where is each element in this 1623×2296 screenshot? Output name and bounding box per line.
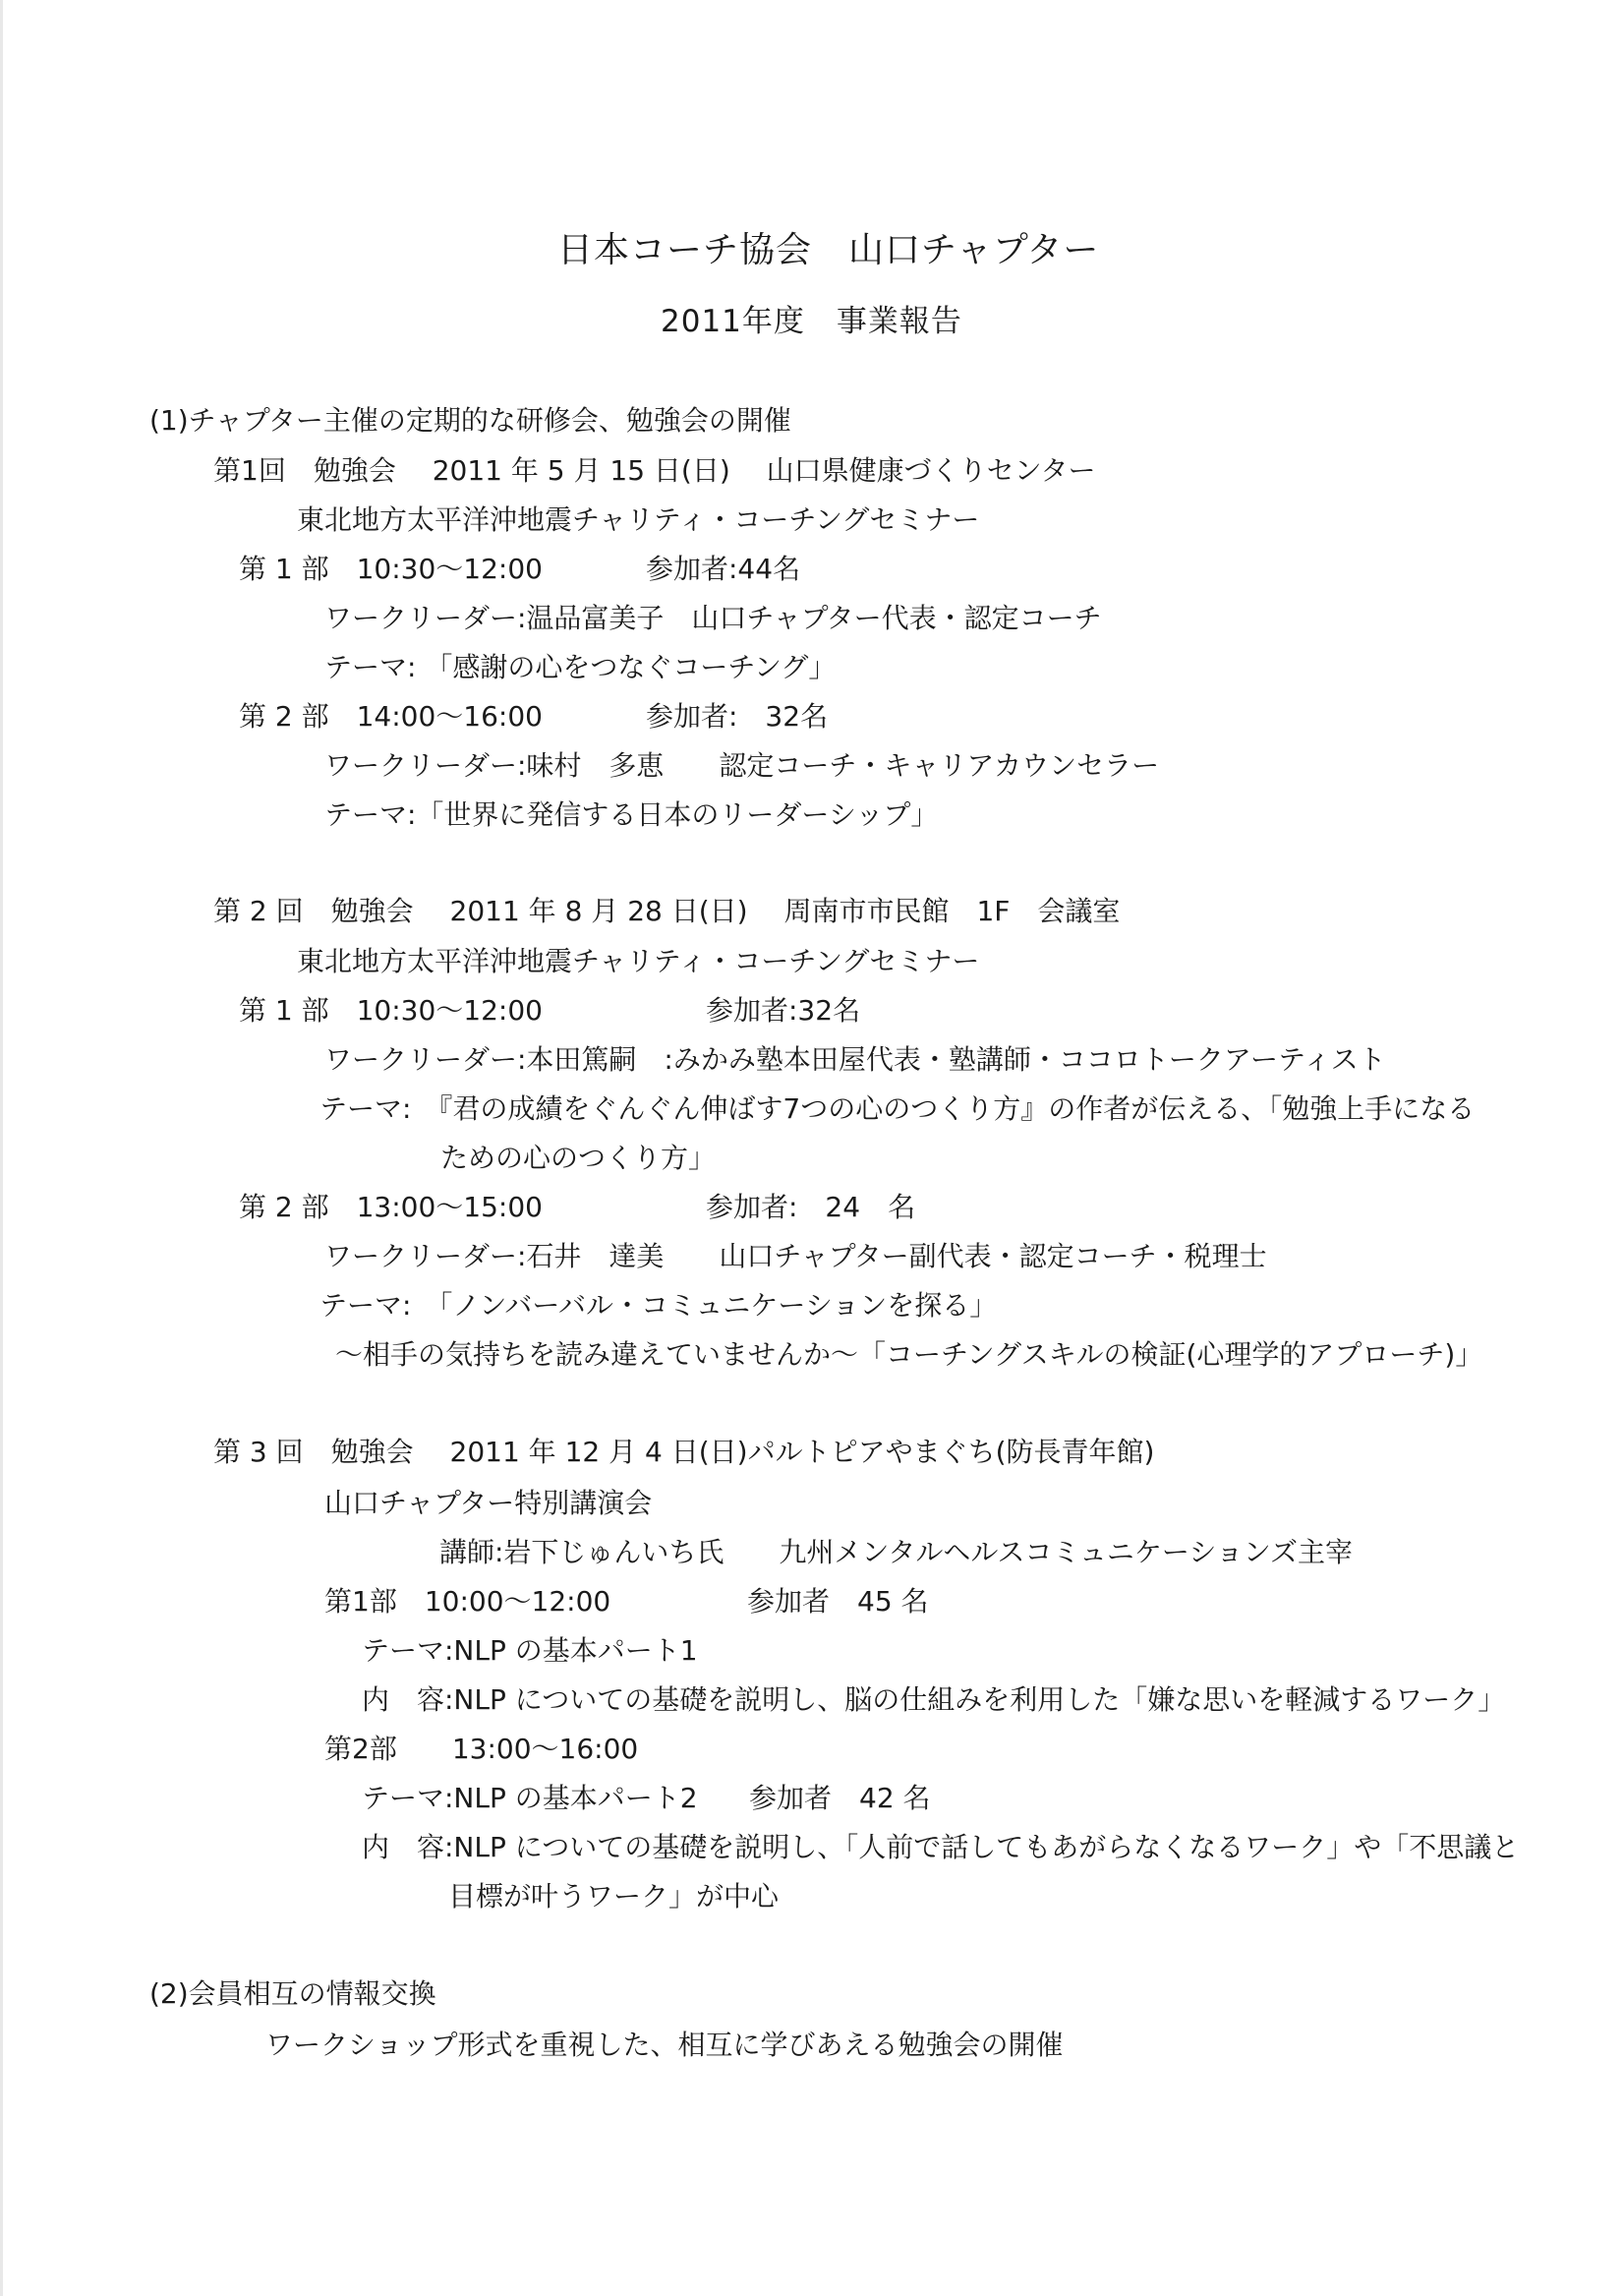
session3-part1-participants: 参加者 45 名 [747,1585,929,1618]
session2-part2-participants: 参加者: 24 名 [706,1191,916,1223]
session2-part2-time: 第 2 部 13:00～15:00 [239,1191,543,1223]
session2-part1-theme-line1: テーマ: 『君の成績をぐんぐん伸ばす7つの心のつくり方』の作者が伝える、「勉強上手になる [319,1092,1476,1125]
session3-part2-content-line2: 目標が叶うワーク」が中心 [448,1880,780,1913]
session2-part2-theme-line2: ～相手の気持ちを読み違えていませんか～「コーチングスキルの検証(心理学的アプローチ)」 [335,1338,1483,1371]
section2-heading: (2)会員相互の情報交換 [149,1977,436,2010]
session2-part2-leader: ワークリーダー:石井 達美 山口チャプター副代表・認定コーチ・税理士 [324,1240,1267,1272]
session1-part2-time: 第 2 部 14:00～16:00 [239,700,543,733]
section2-body: ワークショップ形式を重視した、相互に学びあえる勉強会の開催 [265,2029,1064,2061]
session1-part1-time: 第 1 部 10:30～12:00 [239,553,543,585]
session2-part1-participants: 参加者:32名 [706,994,861,1027]
session2-part2-theme-line1: テーマ: 「ノンバーバル・コミュニケーションを探る」 [319,1289,998,1322]
session1-part1-participants: 参加者:44名 [646,553,801,585]
session3-part1-time: 第1部 10:00～12:00 [324,1585,611,1618]
session3-part1-content: 内 容:NLP についての基礎を説明し、脳の仕組みを利用した「嫌な思いを軽減するワーク」 [362,1683,1506,1716]
session2-part1-leader: ワークリーダー:本田篤嗣 :みかみ塾本田屋代表・塾講師・ココロトークアーティスト [324,1043,1386,1076]
session2-title: 東北地方太平洋沖地震チャリティ・コーチングセミナー [297,945,980,977]
session3-part2-content-line1: 内 容:NLP についての基礎を説明し、「人前で話してもあがらなくなるワーク」や「不思議と [362,1831,1520,1863]
section1-heading: (1)チャプター主催の定期的な研修会、勉強会の開催 [149,404,791,437]
session1-head: 第1回 勉強会 2011 年 5 月 15 日(日) 山口県健康づくりセンター [213,454,1096,487]
session1-part2-participants: 参加者: 32名 [646,700,829,733]
session2-part1-theme-line2: ための心のつくり方」 [440,1142,717,1174]
session3-part2-time: 第2部 13:00～16:00 [324,1733,639,1765]
session3-title: 山口チャプター特別講演会 [324,1487,653,1519]
session1-part1-leader: ワークリーダー:温品富美子 山口チャプター代表・認定コーチ [324,602,1102,634]
session3-part2-theme: テーマ:NLP の基本パート2 [362,1782,698,1814]
document-subtitle: 2011年度 事業報告 [661,304,962,339]
session2-part1-time: 第 1 部 10:30～12:00 [239,994,543,1027]
session1-part2-theme: テーマ:「世界に発信する日本のリーダーシップ」 [324,798,939,831]
session1-title: 東北地方太平洋沖地震チャリティ・コーチングセミナー [297,503,980,536]
document-title: 日本コーチ協会 山口チャプター [557,230,1100,270]
session3-lecturer: 講師:岩下じゅんいち氏 九州メンタルヘルスコミュニケーションズ主宰 [439,1536,1353,1568]
session3-head: 第 3 回 勉強会 2011 年 12 月 4 日(日)パルトピアやまぐち(防長青年館) [213,1436,1155,1468]
session1-part2-leader: ワークリーダー:味村 多恵 認定コーチ・キャリアカウンセラー [324,749,1160,782]
scan-edge [0,0,3,2296]
session3-part1-theme: テーマ:NLP の基本パート1 [362,1634,698,1667]
session1-part1-theme: テーマ: 「感謝の心をつなぐコーチング」 [324,651,837,683]
session3-part2-participants: 参加者 42 名 [749,1782,931,1814]
session2-head: 第 2 回 勉強会 2011 年 8 月 28 日(日) 周南市市民館 1F 会議室 [213,895,1121,927]
